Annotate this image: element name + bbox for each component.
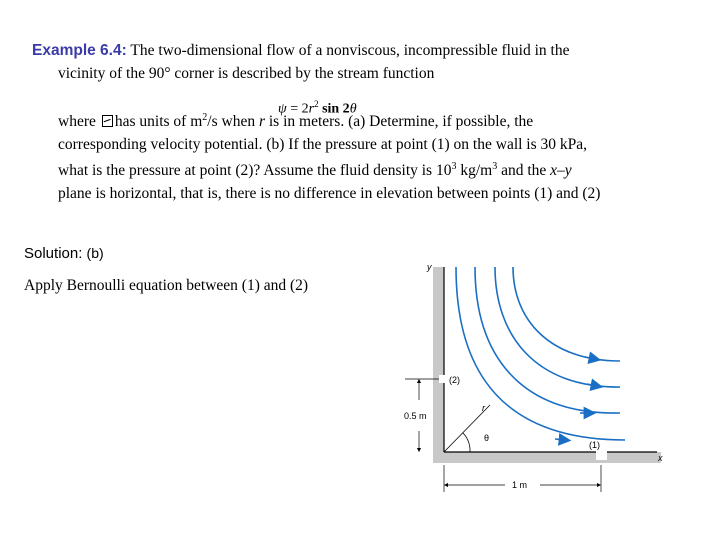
psi-symbol-icon: [102, 115, 113, 127]
solution-part: (b): [86, 245, 104, 261]
problem-line-4: corresponding velocity potential. (b) If the pressure at point (1) on the wall is 30 kPa,: [58, 135, 588, 153]
dim-horizontal-label: 1 m: [512, 480, 528, 490]
streamline-4: [513, 267, 620, 361]
theta-label: θ: [484, 433, 490, 443]
problem-line-2: vicinity of the 90° corner is described by the stream function: [58, 64, 435, 82]
y-axis-label: y: [427, 262, 432, 272]
text-and-the: and the: [501, 162, 547, 180]
problem-line-5: [32, 156, 692, 183]
stream-function-equation: [278, 99, 357, 118]
problem-line-1: [32, 40, 692, 63]
eq-theta: θ: [349, 101, 357, 117]
eq-exponent: 2: [314, 99, 319, 109]
text-where: where: [58, 113, 96, 131]
eq-equals: = 2: [290, 101, 309, 117]
problem-statement: [32, 40, 692, 205]
dim-vertical-label: 0.5 m: [404, 411, 427, 421]
problem-line-6: plane is horizontal, that is, there is no difference in elevation between points (1) and (2): [58, 184, 601, 202]
point-2-label: (2): [449, 375, 460, 385]
theta-arc: [463, 433, 470, 452]
corner-flow-figure: [395, 255, 675, 500]
problem-line-3: [32, 107, 692, 134]
solution-step: Apply Bernoulli equation between (1) and (2): [24, 277, 309, 294]
x-axis-label: x: [658, 453, 663, 463]
eq-psi: ψ: [278, 101, 287, 117]
superscript-2: 2: [202, 112, 208, 123]
flow-arrow-3: [587, 384, 597, 386]
vertical-wall: [433, 267, 444, 463]
radius-label: r: [482, 403, 485, 413]
text-r: r: [258, 113, 265, 131]
eq-r: r: [308, 101, 315, 117]
superscript-3a: 3: [451, 161, 457, 173]
text-xy: x–y: [550, 162, 572, 180]
text-density: what is the pressure at point (2)? Assume the fluid density is 10: [58, 162, 452, 180]
text-per-s: /s when: [207, 113, 256, 131]
text-kgm: kg/m: [460, 162, 493, 180]
text-meters: is in meters. (a) Determine, if possible, the: [268, 113, 534, 131]
example-label: Example 6.4:: [32, 42, 127, 59]
problem-text-1: The two-dimensional flow of a nonviscous, incompressible fluid in the: [130, 42, 570, 59]
superscript-3b: 3: [492, 161, 498, 173]
solution-label: Solution:: [24, 245, 83, 262]
text-units: has units of m: [114, 113, 203, 131]
eq-sin: sin 2: [322, 101, 350, 117]
horizontal-wall: [433, 452, 661, 463]
point-1-label: (1): [589, 440, 600, 450]
solution-heading: [24, 245, 104, 262]
flow-arrow-4: [585, 357, 595, 359]
point-1-gap: [596, 450, 607, 460]
flow-arrow-1: [555, 439, 565, 440]
